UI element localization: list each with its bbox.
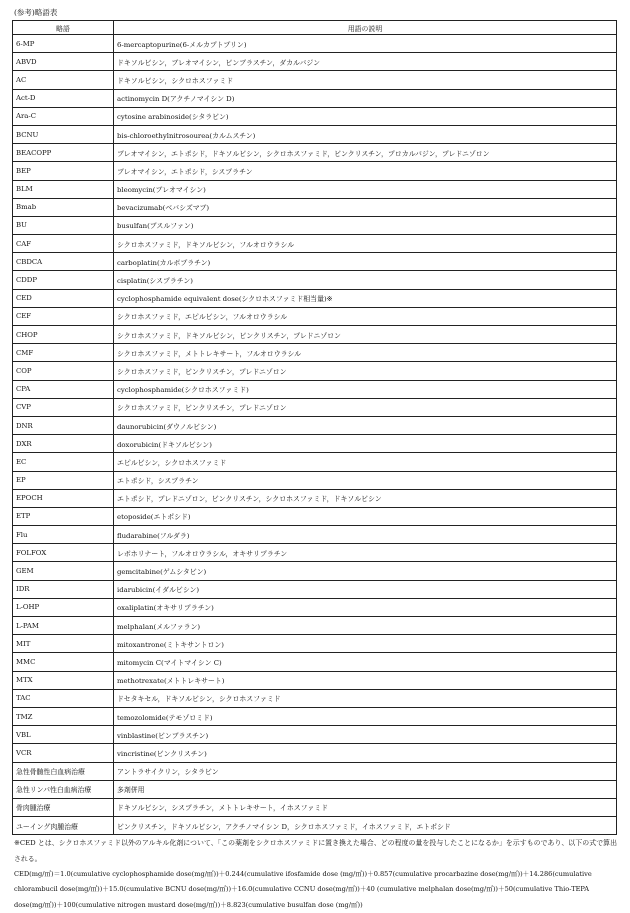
description-cell: fludarabine(フルダラ) — [114, 526, 617, 544]
table-row — [13, 562, 617, 580]
description-cell: carboplatin(カルボプラチン) — [114, 253, 617, 271]
abbreviation-cell: ABVD — [13, 53, 114, 71]
abbreviation-cell: CMF — [13, 344, 114, 362]
abbreviation-cell: Bmab — [13, 198, 114, 216]
description-cell: methotrexate(メトトレキサート) — [114, 671, 617, 689]
table-row — [13, 144, 617, 162]
table-row — [13, 817, 617, 835]
table-row — [13, 398, 617, 416]
abbreviation-cell: MTX — [13, 671, 114, 689]
description-cell: ドセタキセル，ドキソルビシン，シクロホスファミド — [114, 689, 617, 707]
table-row — [13, 435, 617, 453]
description-cell: cyclophosphamide equivalent dose(シクロホスファミド相当量)※ — [114, 289, 617, 307]
table-row — [13, 35, 617, 53]
table-row — [13, 598, 617, 616]
table-row — [13, 707, 617, 725]
description-cell: ブレオマイシン，エトポシド，シスプラチン — [114, 162, 617, 180]
table-row — [13, 798, 617, 816]
header-abbreviation: 略語 — [13, 21, 114, 35]
description-cell: temozolomide(テモゾロミド) — [114, 707, 617, 725]
table-row — [13, 726, 617, 744]
table-row — [13, 780, 617, 798]
abbreviation-cell: COP — [13, 362, 114, 380]
abbreviation-cell: Flu — [13, 526, 114, 544]
table-row — [13, 671, 617, 689]
abbreviation-cell: CDDP — [13, 271, 114, 289]
table-row — [13, 344, 617, 362]
header-description: 用語の説明 — [114, 21, 617, 35]
description-cell: cyclophosphamide(シクロホスファミド) — [114, 380, 617, 398]
abbreviation-cell: ETP — [13, 507, 114, 525]
abbreviation-cell: L-OHP — [13, 598, 114, 616]
table-row — [13, 744, 617, 762]
abbreviation-cell: 6-MP — [13, 35, 114, 53]
description-cell: ドキソルビシン，シクロホスファミド — [114, 71, 617, 89]
table-row — [13, 89, 617, 107]
table-row — [13, 689, 617, 707]
abbreviation-cell: VBL — [13, 726, 114, 744]
table-row — [13, 507, 617, 525]
abbreviation-table — [12, 20, 617, 835]
description-cell: ビンクリスチン，ドキソルビシン，アクチノマイシン D，シクロホスファミド，イホスファミド，エトポシド — [114, 817, 617, 835]
table-row — [13, 326, 617, 344]
abbreviation-cell: AC — [13, 71, 114, 89]
table-row — [13, 125, 617, 143]
abbreviation-cell: CHOP — [13, 326, 114, 344]
table-header-row — [13, 21, 617, 35]
description-cell: 6-mercaptopurine(6-メルカプトプリン) — [114, 35, 617, 53]
abbreviation-cell: IDR — [13, 580, 114, 598]
abbreviation-cell: CEF — [13, 307, 114, 325]
description-cell: vincristine(ビンクリスチン) — [114, 744, 617, 762]
description-cell: ドキソルビシン，シスプラチン，メトトレキサート，イホスファミド — [114, 798, 617, 816]
abbreviation-cell: CBDCA — [13, 253, 114, 271]
table-row — [13, 107, 617, 125]
table-row — [13, 253, 617, 271]
description-cell: シクロホスファミド，ビンクリスチン，プレドニゾロン — [114, 398, 617, 416]
abbreviation-cell: L-PAM — [13, 617, 114, 635]
description-cell: oxaliplatin(オキサリプラチン) — [114, 598, 617, 616]
table-row — [13, 471, 617, 489]
abbreviation-cell: ユーイング肉腫治療 — [13, 817, 114, 835]
abbreviation-cell: BU — [13, 216, 114, 234]
table-row — [13, 162, 617, 180]
description-cell: レボホリナート，フルオロウラシル，オキサリプラチン — [114, 544, 617, 562]
table-row — [13, 453, 617, 471]
abbreviation-cell: TAC — [13, 689, 114, 707]
abbreviation-cell: CED — [13, 289, 114, 307]
abbreviation-cell: GEM — [13, 562, 114, 580]
description-cell: ブレオマイシン，エトポシド，ドキソルビシン，シクロホスファミド，ビンクリスチン，プロカルバジン，プレドニゾロン — [114, 144, 617, 162]
abbreviation-cell: DNR — [13, 416, 114, 434]
description-cell: cytosine arabinoside(シタラビン) — [114, 107, 617, 125]
table-row — [13, 380, 617, 398]
description-cell: busulfan(ブスルファン) — [114, 216, 617, 234]
description-cell: doxorubicin(ドキソルビシン) — [114, 435, 617, 453]
table-row — [13, 635, 617, 653]
description-cell: シクロホスファミド，ビンクリスチン，プレドニゾロン — [114, 362, 617, 380]
abbreviation-cell: BEACOPP — [13, 144, 114, 162]
abbreviation-cell: 骨肉腫治療 — [13, 798, 114, 816]
abbreviation-cell: EP — [13, 471, 114, 489]
table-row — [13, 289, 617, 307]
table-row — [13, 580, 617, 598]
abbreviation-cell: Ara-C — [13, 107, 114, 125]
abbreviation-cell: CPA — [13, 380, 114, 398]
description-cell: エピルビシン，シクロホスファミド — [114, 453, 617, 471]
abbreviation-cell: CAF — [13, 235, 114, 253]
abbreviation-cell: 急性リンパ性白血病治療 — [13, 780, 114, 798]
table-row — [13, 526, 617, 544]
table-row — [13, 307, 617, 325]
description-cell: gemcitabine(ゲムシタビン) — [114, 562, 617, 580]
abbreviation-cell: FOLFOX — [13, 544, 114, 562]
abbreviation-cell: Act-D — [13, 89, 114, 107]
document-page — [12, 8, 617, 913]
description-cell: bevacizumab(ベバシズマブ) — [114, 198, 617, 216]
description-cell: シクロホスファミド，ドキソルビシン，フルオロウラシル — [114, 235, 617, 253]
table-row — [13, 762, 617, 780]
abbreviation-cell: MIT — [13, 635, 114, 653]
table-row — [13, 71, 617, 89]
table-row — [13, 180, 617, 198]
abbreviation-cell: CVP — [13, 398, 114, 416]
table-row — [13, 235, 617, 253]
abbreviation-cell: BEP — [13, 162, 114, 180]
description-cell: アントラサイクリン，シタラビン — [114, 762, 617, 780]
abbreviation-cell: BLM — [13, 180, 114, 198]
description-cell: bleomycin(ブレオマイシン) — [114, 180, 617, 198]
abbreviation-cell: TMZ — [13, 707, 114, 725]
description-cell: エトポシド，プレドニゾロン，ビンクリスチン，シクロホスファミド，ドキソルビシン — [114, 489, 617, 507]
abbreviation-cell: EPOCH — [13, 489, 114, 507]
description-cell: シクロホスファミド，メトトレキサート，フルオロウラシル — [114, 344, 617, 362]
table-row — [13, 489, 617, 507]
description-cell: etoposide(エトポシド) — [114, 507, 617, 525]
table-row — [13, 362, 617, 380]
table-row — [13, 544, 617, 562]
description-cell: エトポシド，シスプラチン — [114, 471, 617, 489]
abbreviation-cell: MMC — [13, 653, 114, 671]
abbreviation-cell: 急性骨髄性白血病治療 — [13, 762, 114, 780]
description-cell: bis-chloroethylnitrosourea(カルムスチン) — [114, 125, 617, 143]
table-row — [13, 617, 617, 635]
ced-note: ※CED とは、シクロホスファミド以外のアルキル化剤について、「この薬剤をシクロホスファミドに置き換えた場合、どの程度の量を投与したことになるか」を示すものであり、以下の式で算出される。 — [14, 839, 617, 863]
abbreviation-cell: VCR — [13, 744, 114, 762]
description-cell: シクロホスファミド，ドキソルビシン，ビンクリスチン，プレドニゾロン — [114, 326, 617, 344]
description-cell: cisplatin(シスプラチン) — [114, 271, 617, 289]
table-row — [13, 53, 617, 71]
table-row — [13, 416, 617, 434]
description-cell: mitoxantrone(ミトキサントロン) — [114, 635, 617, 653]
description-cell: actinomycin D(アクチノマイシン D) — [114, 89, 617, 107]
table-row — [13, 216, 617, 234]
table-row — [13, 271, 617, 289]
description-cell: melphalan(メルファラン) — [114, 617, 617, 635]
description-cell: mitomycin C(マイトマイシン C) — [114, 653, 617, 671]
description-cell: idarubicin(イダルビシン) — [114, 580, 617, 598]
description-cell: シクロホスファミド，エピルビシン，フルオロウラシル — [114, 307, 617, 325]
table-row — [13, 198, 617, 216]
description-cell: daunorubicin(ダウノルビシン) — [114, 416, 617, 434]
description-cell: vinblastine(ビンブラスチン) — [114, 726, 617, 744]
description-cell: ドキソルビシン，ブレオマイシン，ビンブラスチン，ダカルバジン — [114, 53, 617, 71]
table-row — [13, 653, 617, 671]
table-caption: (参考)略語表 — [14, 8, 58, 17]
abbreviation-cell: EC — [13, 453, 114, 471]
abbreviation-cell: BCNU — [13, 125, 114, 143]
abbreviation-cell: DXR — [13, 435, 114, 453]
description-cell: 多剤併用 — [114, 780, 617, 798]
ced-formula: CED(mg/㎡)＝1.0(cumulative cyclophosphamide dose(mg/㎡))＋0.244(cumulative ifosfamide dose (mg/㎡))＋0.857(cumulative procarbazine dose(mg/㎡))＋14.286(cumulative chlorambucil dose(mg/㎡))＋15.0(cumulative BCNU dose(mg/㎡))＋16.0(cumulative CCNU dose(mg/㎡))＋40 (cumulative melphalan dose(mg/㎡))＋50(cumulative Thio-TEPA dose(mg/㎡))＋100(cumulative nitrogen mustard dose(mg/㎡))＋8.823(cumulative busulfan dose (mg/㎡)) — [14, 870, 592, 909]
